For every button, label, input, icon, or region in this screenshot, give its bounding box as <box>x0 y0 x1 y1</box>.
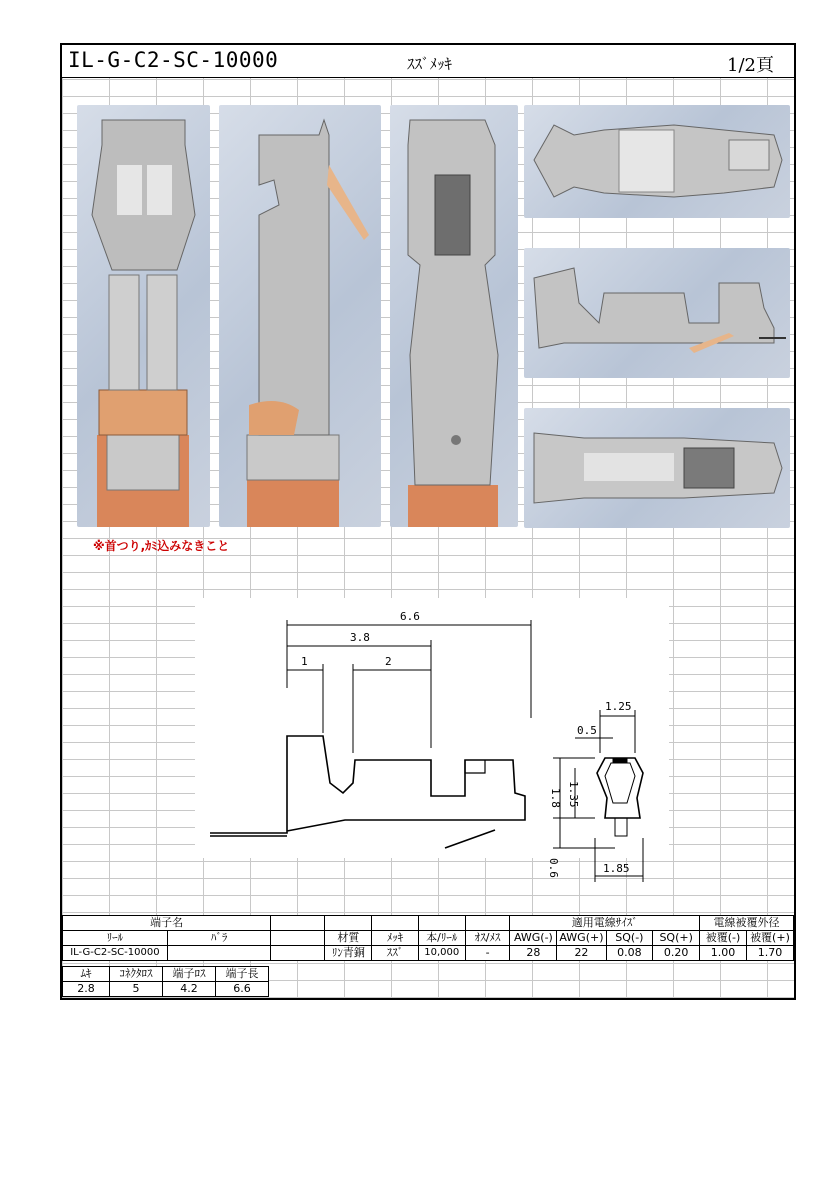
warning-note: ※首つり,ｶﾐ込みなきこと <box>93 539 230 553</box>
h-reel: ﾘｰﾙ <box>63 931 168 946</box>
v-strip: 2.8 <box>63 982 110 997</box>
h-material: 材質 <box>325 931 372 946</box>
dim-bottom: 0.6 <box>547 858 560 878</box>
dim-h2: 1.35 <box>567 781 580 808</box>
v-awg-min: 28 <box>510 946 557 961</box>
dim-gap: 0.5 <box>577 724 597 737</box>
h-wire-size: 適用電線ｻｲｽﾞ <box>510 916 700 931</box>
photo-side-horizontal <box>524 248 790 378</box>
photo-front-view <box>77 105 210 527</box>
h-strip: ﾑｷ <box>63 967 110 982</box>
v-reel: IL-G-C2-SC-10000 <box>63 946 168 961</box>
v-sq-max: 0.20 <box>653 946 700 961</box>
technical-drawing <box>195 598 669 878</box>
part-number: IL-G-C2-SC-10000 <box>68 48 279 72</box>
h-plating: ﾒｯｷ <box>372 931 419 946</box>
v-term-len: 6.6 <box>216 982 269 997</box>
h-terminal-name: 端子名 <box>63 916 271 931</box>
v-conn-loss: 5 <box>110 982 163 997</box>
v-material: ﾘﾝ青銅 <box>325 946 372 961</box>
h-male-female: ｵｽ/ﾒｽ <box>465 931 510 946</box>
h-term-len: 端子長 <box>216 967 269 982</box>
dim-total: 6.6 <box>400 610 420 623</box>
v-ins-max: 1.70 <box>746 946 793 961</box>
h-ins-max: 被覆(+) <box>746 931 793 946</box>
spec-sheet <box>60 43 796 1000</box>
h-loose: ﾊﾞﾗ <box>167 931 271 946</box>
h-sq-min: SQ(-) <box>606 931 653 946</box>
h-awg-max: AWG(+) <box>557 931 606 946</box>
dim-c: 2 <box>385 655 392 668</box>
photo-bottom-view <box>524 408 790 528</box>
h-sq-max: SQ(+) <box>653 931 700 946</box>
dim-outer: 1.85 <box>603 862 630 875</box>
spec-table <box>62 915 794 961</box>
plating-title: ｽｽﾞﾒｯｷ <box>407 55 453 73</box>
v-ins-min: 1.00 <box>700 946 747 961</box>
v-term-loss: 4.2 <box>163 982 216 997</box>
h-awg-min: AWG(-) <box>510 931 557 946</box>
page-number: 1/2頁 <box>727 55 774 76</box>
v-male-female: - <box>465 946 510 961</box>
v-plating: ｽｽﾞ <box>372 946 419 961</box>
v-sq-min: 0.08 <box>606 946 653 961</box>
photo-top-view <box>524 105 790 218</box>
dim-b: 1 <box>301 655 308 668</box>
length-table <box>62 966 269 997</box>
dim-width: 1.25 <box>605 700 632 713</box>
h-term-loss: 端子ﾛｽ <box>163 967 216 982</box>
dim-h1: 1.8 <box>549 788 562 808</box>
photo-back-view <box>390 105 518 527</box>
h-ins-min: 被覆(-) <box>700 931 747 946</box>
h-insulation: 電線被覆外径 <box>700 916 794 931</box>
photo-side-view <box>219 105 381 527</box>
v-per-reel: 10,000 <box>418 946 465 961</box>
h-per-reel: 本/ﾘｰﾙ <box>418 931 465 946</box>
v-awg-max: 22 <box>557 946 606 961</box>
sheet-header <box>62 45 794 78</box>
dim-a: 3.8 <box>350 631 370 644</box>
h-conn-loss: ｺﾈｸﾀﾛｽ <box>110 967 163 982</box>
